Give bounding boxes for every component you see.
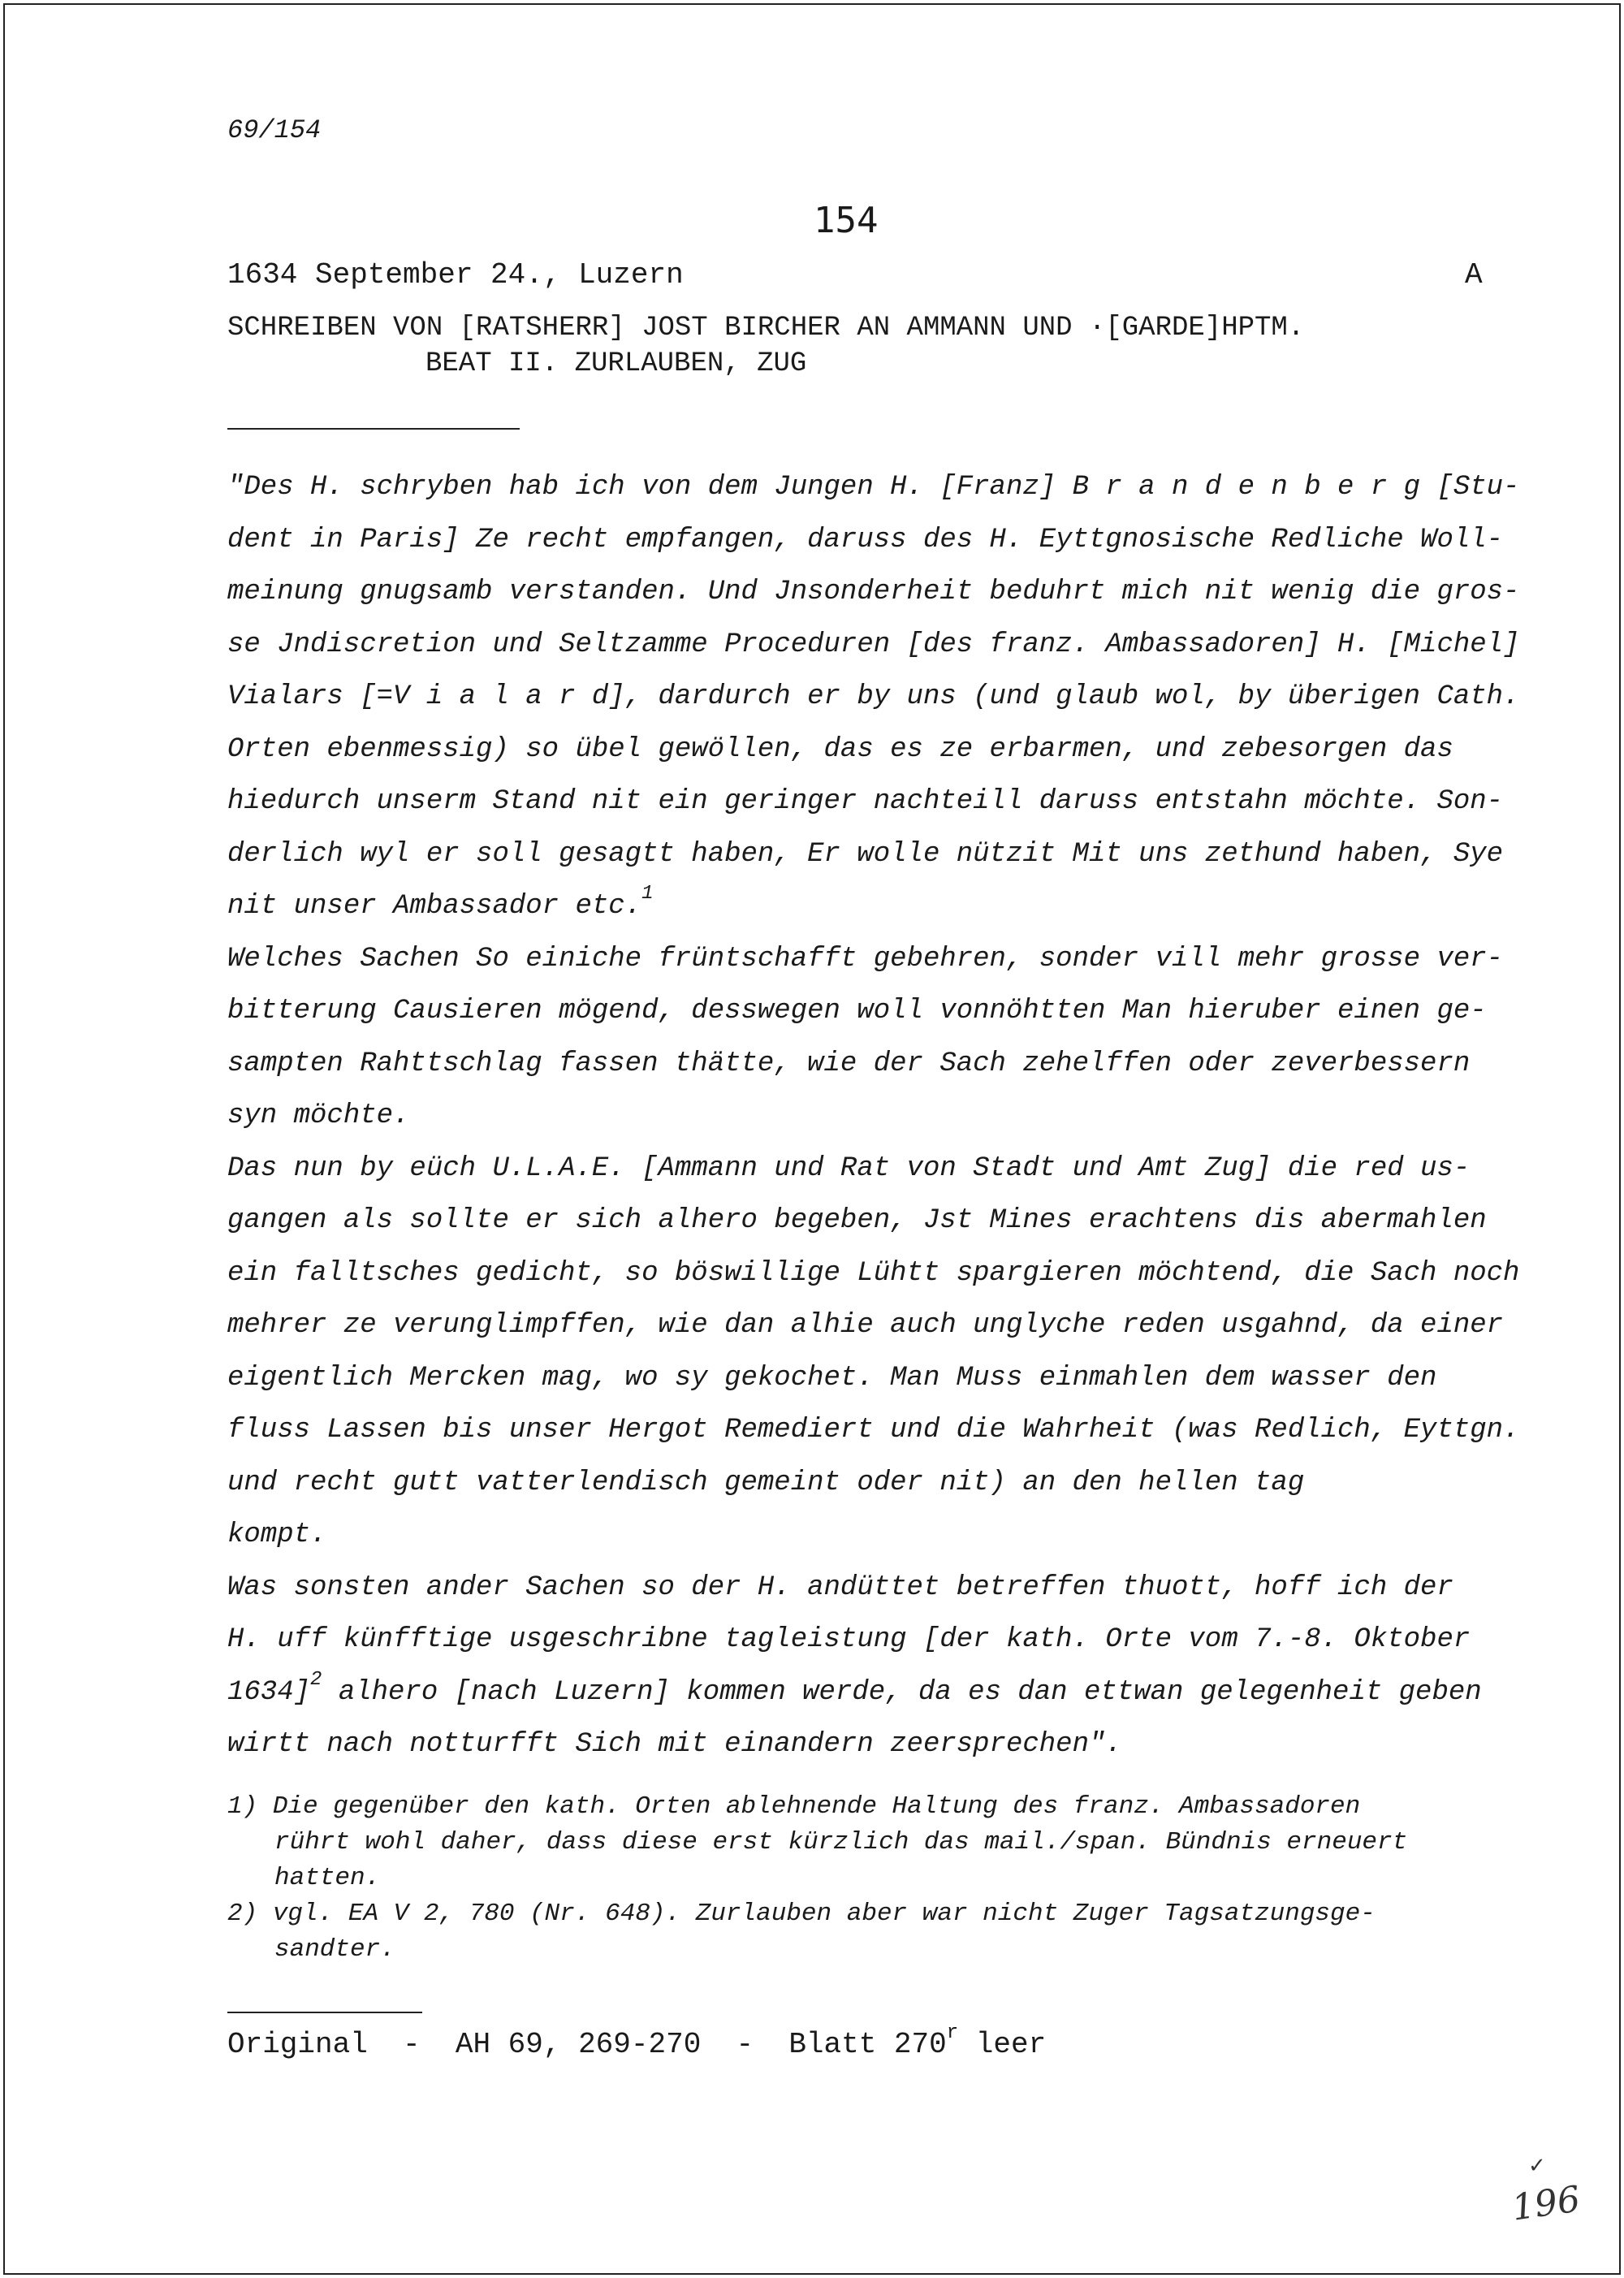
body-line: eigentlich Mercken mag, wo sy gekochet. Man Muss einmahlen dem wasser den	[227, 1362, 1437, 1394]
footnote-mark-1: 1	[641, 883, 654, 905]
body-line-text: 1634]	[227, 1676, 311, 1708]
footnote-text: vgl. EA V 2, 780 (Nr. 648). Zurlauben aber war nicht Zuger Tagsatzungsge-	[272, 1900, 1376, 1928]
document-number: 154	[814, 200, 879, 241]
footnote-number: 2)	[227, 1900, 258, 1928]
body-line-text: nit unser Ambassador etc.	[227, 891, 642, 922]
body-line: fluss Lassen bis unser Hergot Remediert und die Wahrheit (was Redlich, Eyttgn.	[227, 1415, 1520, 1446]
body-line	[227, 1666, 1510, 1719]
handwritten-page-number: 196	[1509, 2178, 1583, 2229]
body-line: und recht gutt vatterlendisch gemeint oder nit) an den hellen tag	[227, 1467, 1305, 1498]
title-line: BEAT II. ZURLAUBEN, ZUG	[425, 348, 807, 379]
body-line: Was sonsten ander Sachen so der H. andüttet betreffen thuott, hoff ich der	[227, 1571, 1453, 1603]
body-line: sampten Rahttschlag fassen thätte, wie der Sach zehelffen oder zeverbessern	[227, 1048, 1471, 1079]
footnote-text: Die gegenüber den kath. Orten ablehnende Haltung des franz. Ambassadoren	[272, 1792, 1361, 1821]
body-line-text: alhero [nach Luzern] kommen werde, da es dan ettwan gelegenheit geben	[322, 1676, 1482, 1708]
body-line: H. uff künfftige usgeschribne tagleistung [der kath. Orte vom 7.-8. Oktober	[227, 1624, 1471, 1655]
source-suffix: leer	[958, 2028, 1047, 2061]
body-line: ein falltsches gedicht, so böswillige Lühtt spargieren möchtend, die Sach noch	[227, 1257, 1520, 1289]
body-line	[227, 880, 1510, 933]
handwritten-check-icon: ✓	[1528, 2154, 1546, 2178]
body-line: bitterung Causieren mögend, desswegen woll vonnöhtten Man hieruber einen ge-	[227, 996, 1487, 1027]
footnote-number: 1)	[227, 1792, 258, 1821]
body-line: Welches Sachen So einiche früntschafft gebehren, sonder vill mehr grosse ver-	[227, 943, 1504, 975]
source-prefix: Original - AH 69, 269-270 - Blatt 270	[227, 2028, 947, 2061]
body-line: "Des H. schryben hab ich von dem Jungen H. [Franz] B r a n d e n b e r g [Stu-	[227, 472, 1520, 503]
footnote-2	[227, 1896, 1510, 1932]
footer-divider	[227, 2012, 422, 2013]
body-line: wirtt nach notturfft Sich mit einandern zeersprechen".	[227, 1729, 1122, 1760]
footnotes	[227, 1789, 1510, 1968]
letter-body	[227, 461, 1520, 1771]
source-reference	[227, 2022, 1047, 2061]
body-line: meinung gnugsamb verstanden. Und Jnsonderheit beduhrt mich nit wenig die gros-	[227, 577, 1520, 607]
page-reference: 69/154	[227, 115, 322, 145]
body-line: se Jndiscretion und Seltzamme Proceduren [des franz. Ambassadoren] H. [Michel]	[227, 629, 1520, 660]
footnote-1	[227, 1789, 1510, 1825]
title-line: SCHREIBEN VON [RATSHERR] JOST BIRCHER AN AMMANN UND ·[GARDE]HPTM.	[227, 313, 1305, 344]
footnote-text: sandter.	[274, 1935, 395, 1964]
date-place: 1634 September 24., Luzern	[227, 258, 684, 292]
body-line: kompt.	[227, 1519, 327, 1550]
body-line: derlich wyl er soll gesagtt haben, Er wolle nützit Mit uns zethund haben, Sye	[227, 838, 1504, 870]
body-line: Orten ebenmessig) so übel gewöllen, das es ze erbarmen, und zebesorgen das	[227, 733, 1453, 765]
document-type: A	[1465, 258, 1483, 292]
source-superscript: r	[946, 2022, 959, 2044]
body-line: mehrer ze verunglimpffen, wie dan alhie auch unglyche reden usgahnd, da einer	[227, 1310, 1504, 1341]
body-line: dent in Paris] Ze recht empfangen, daruss des H. Eyttgnosische Redliche Woll-	[227, 524, 1504, 555]
body-line: syn möchte.	[227, 1100, 410, 1131]
header-divider	[227, 428, 520, 430]
body-line: Das nun by eüch U.L.A.E. [Ammann und Rat von Stadt und Amt Zug] die red us-	[227, 1152, 1471, 1184]
footnote-text: rührt wohl daher, dass diese erst kürzlich das mail./span. Bündnis erneuert	[274, 1828, 1408, 1857]
body-line: Vialars [=V i a l a r d], dardurch er by uns (und glaub wol, by überigen Cath.	[227, 681, 1520, 712]
footnote-mark-2: 2	[310, 1668, 322, 1691]
body-line: gangen als sollte er sich alhero begeben, Jst Mines erachtens dis abermahlen	[227, 1205, 1487, 1236]
body-line: hiedurch unserm Stand nit ein geringer nachteill daruss entstahn möchte. Son-	[227, 786, 1504, 817]
footnote-text: hatten.	[274, 1864, 381, 1892]
document-title	[227, 310, 1494, 382]
